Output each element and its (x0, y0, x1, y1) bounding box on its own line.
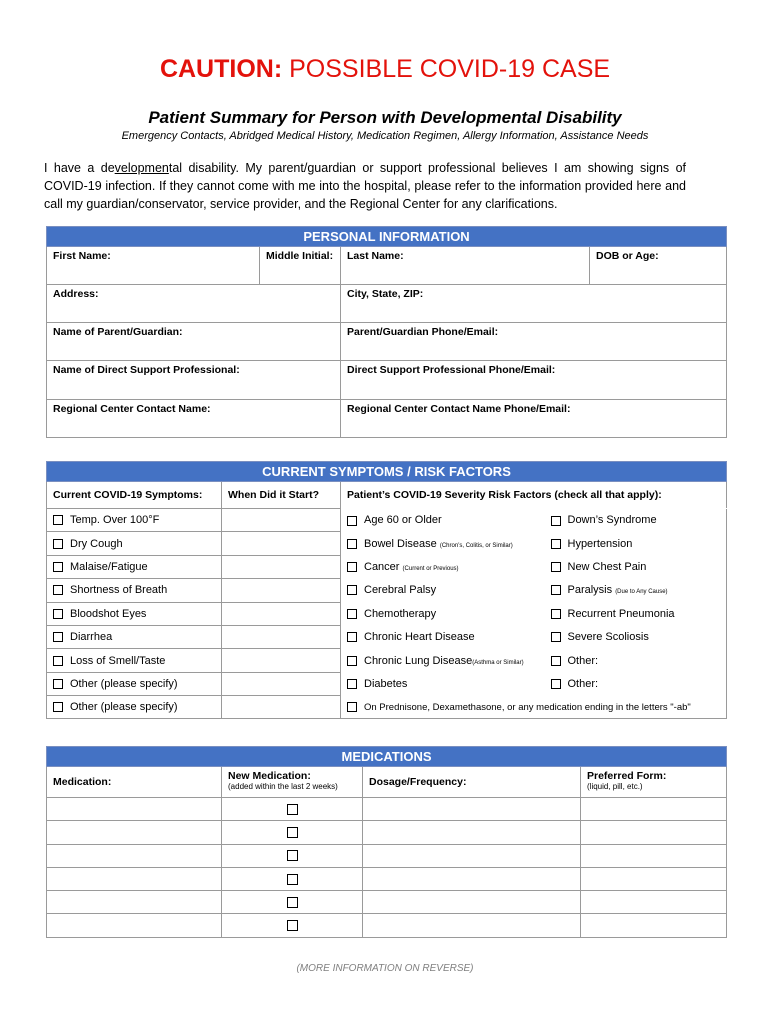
when-field[interactable] (222, 579, 341, 602)
symptom-row[interactable]: Other (please specify) (47, 672, 222, 695)
col-risk: Patient’s COVID-19 Severity Risk Factors (check all that apply): (341, 482, 727, 509)
symptom-row[interactable]: Diarrhea (47, 625, 222, 648)
risk-row[interactable]: Hypertension (545, 532, 727, 555)
new-medication-cell[interactable] (222, 867, 363, 890)
risk-row[interactable]: Cancer (Current or Previous) (341, 555, 545, 578)
checkbox[interactable] (53, 562, 63, 572)
risk-row[interactable]: Chemotherapy (341, 602, 545, 625)
dsp-name-field[interactable]: Name of Direct Support Professional: (47, 361, 341, 400)
form-subtitle: Patient Summary for Person with Developmental Disability (148, 108, 622, 127)
address-field[interactable]: Address: (47, 285, 341, 323)
risk-row[interactable]: Other: (545, 649, 727, 672)
checkbox[interactable] (53, 609, 63, 619)
medication-field[interactable] (47, 914, 222, 937)
dob-field[interactable]: DOB or Age: (590, 247, 727, 285)
symptom-row[interactable]: Other (please specify) (47, 696, 222, 719)
symptom-row[interactable]: Shortness of Breath (47, 579, 222, 602)
symptom-row[interactable]: Dry Cough (47, 532, 222, 555)
new-medication-cell[interactable] (222, 821, 363, 844)
personal-info-header: PERSONAL INFORMATION (47, 227, 727, 247)
when-field[interactable] (222, 555, 341, 578)
symptoms-table (46, 461, 727, 719)
checkbox[interactable] (551, 679, 561, 689)
preferred-form-field[interactable] (581, 821, 727, 844)
risk-row[interactable]: Bowel Disease (Chron’s, Colitis, or Similar) (341, 532, 545, 555)
new-medication-cell[interactable] (222, 914, 363, 937)
checkbox[interactable] (287, 850, 298, 861)
new-medication-cell[interactable] (222, 891, 363, 914)
dosage-field[interactable] (363, 798, 581, 821)
risk-row[interactable]: Severe Scoliosis (545, 625, 727, 648)
medications-table (46, 746, 727, 938)
preferred-form-field[interactable] (581, 914, 727, 937)
dosage-field[interactable] (363, 867, 581, 890)
col-symptoms: Current COVID-19 Symptoms: (47, 482, 222, 509)
checkbox[interactable] (287, 874, 298, 885)
symptom-row[interactable]: Malaise/Fatigue (47, 555, 222, 578)
checkbox[interactable] (347, 702, 357, 712)
when-field[interactable] (222, 696, 341, 719)
medication-field[interactable] (47, 891, 222, 914)
dosage-field[interactable] (363, 844, 581, 867)
personal-info-table (46, 226, 727, 438)
symptoms-header: CURRENT SYMPTOMS / RISK FACTORS (47, 462, 727, 482)
when-field[interactable] (222, 649, 341, 672)
middle-initial-field[interactable]: Middle Initial: (260, 247, 341, 285)
col-medication: Medication: (47, 767, 222, 798)
checkbox[interactable] (347, 679, 357, 689)
checkbox[interactable] (551, 539, 561, 549)
medication-field[interactable] (47, 867, 222, 890)
preferred-form-field[interactable] (581, 867, 727, 890)
risk-row[interactable]: Chronic Lung Disease(Asthma or Similar) (341, 649, 545, 672)
preferred-form-field[interactable] (581, 844, 727, 867)
parent-name-field[interactable]: Name of Parent/Guardian: (47, 323, 341, 361)
when-field[interactable] (222, 672, 341, 695)
new-medication-cell[interactable] (222, 844, 363, 867)
checkbox[interactable] (347, 585, 357, 595)
form-subnote: Emergency Contacts, Abridged Medical History, Medication Regimen, Allergy Information, Assistance Needs (121, 130, 649, 142)
checkbox[interactable] (287, 920, 298, 931)
checkbox[interactable] (347, 562, 357, 572)
when-field[interactable] (222, 532, 341, 555)
checkbox[interactable] (53, 632, 63, 642)
dosage-field[interactable] (363, 891, 581, 914)
checkbox[interactable] (53, 585, 63, 595)
checkbox[interactable] (53, 679, 63, 689)
risk-row[interactable]: Cerebral Palsy (341, 579, 545, 602)
risk-row[interactable]: Other: (545, 672, 727, 695)
parent-phone-field[interactable]: Parent/Guardian Phone/Email: (341, 323, 727, 361)
medication-field[interactable] (47, 798, 222, 821)
when-field[interactable] (222, 602, 341, 625)
checkbox[interactable] (551, 632, 561, 642)
medications-header: MEDICATIONS (47, 747, 727, 767)
col-dosage: Dosage/Frequency: (363, 767, 581, 798)
caution-title: CAUTION: POSSIBLE COVID-19 CASE (159, 55, 611, 83)
risk-row[interactable]: New Chest Pain (545, 555, 727, 578)
when-field[interactable] (222, 625, 341, 648)
last-name-field[interactable]: Last Name: (341, 247, 590, 285)
checkbox[interactable] (551, 609, 561, 619)
checkbox[interactable] (53, 656, 63, 666)
checkbox[interactable] (347, 609, 357, 619)
checkbox[interactable] (551, 516, 561, 526)
symptom-row[interactable]: Loss of Smell/Taste (47, 649, 222, 672)
first-name-field[interactable]: First Name: (47, 247, 260, 285)
risk-row[interactable]: Recurrent Pneumonia (545, 602, 727, 625)
risk-row[interactable]: Chronic Heart Disease (341, 625, 545, 648)
medication-field[interactable] (47, 821, 222, 844)
rc-phone-field[interactable]: Regional Center Contact Name Phone/Email: (341, 400, 727, 438)
checkbox[interactable] (551, 585, 561, 595)
medication-field[interactable] (47, 844, 222, 867)
symptom-row[interactable]: Bloodshot Eyes (47, 602, 222, 625)
preferred-form-field[interactable] (581, 891, 727, 914)
dosage-field[interactable] (363, 821, 581, 844)
checkbox[interactable] (347, 539, 357, 549)
checkbox[interactable] (287, 804, 298, 815)
new-medication-cell[interactable] (222, 798, 363, 821)
checkbox[interactable] (287, 897, 298, 908)
checkbox[interactable] (287, 827, 298, 838)
dosage-field[interactable] (363, 914, 581, 937)
rc-name-field[interactable]: Regional Center Contact Name: (47, 400, 341, 438)
col-when: When Did it Start? (222, 482, 341, 509)
col-new-medication: New Medication: (added within the last 2 weeks) (222, 767, 363, 798)
checkbox[interactable] (347, 656, 357, 666)
footer-note: (MORE INFORMATION ON REVERSE) (296, 963, 474, 974)
risk-row[interactable]: Diabetes (341, 672, 545, 695)
risk-row[interactable]: Paralysis (Due to Any Cause) (545, 579, 727, 602)
preferred-form-field[interactable] (581, 798, 727, 821)
risk-row[interactable]: Age 60 or Older (341, 509, 545, 532)
intro-paragraph: I have a developmental disability. My parent/guardian or support professional believes I am showing signs of COVID-19 infection. If they cannot come with me into the hospital, please refer to the information provided here and call my guardian/conservator, service provider, and the Regional Center for any clarifications. (44, 161, 686, 211)
checkbox[interactable] (53, 539, 63, 549)
when-field[interactable] (222, 509, 341, 532)
checkbox[interactable] (53, 702, 63, 712)
checkbox[interactable] (551, 656, 561, 666)
dsp-phone-field[interactable]: Direct Support Professional Phone/Email: (341, 361, 727, 400)
checkbox[interactable] (347, 632, 357, 642)
col-preferred-form: Preferred Form: (liquid, pill, etc.) (581, 767, 727, 798)
checkbox[interactable] (347, 516, 357, 526)
checkbox[interactable] (551, 562, 561, 572)
city-field[interactable]: City, State, ZIP: (341, 285, 727, 323)
risk-row[interactable]: Down’s Syndrome (545, 509, 727, 532)
risk-row[interactable]: On Prednisone, Dexamethasone, or any medication ending in the letters "-ab" (341, 696, 727, 719)
checkbox[interactable] (53, 515, 63, 525)
symptom-row[interactable]: Temp. Over 100°F (47, 509, 222, 532)
